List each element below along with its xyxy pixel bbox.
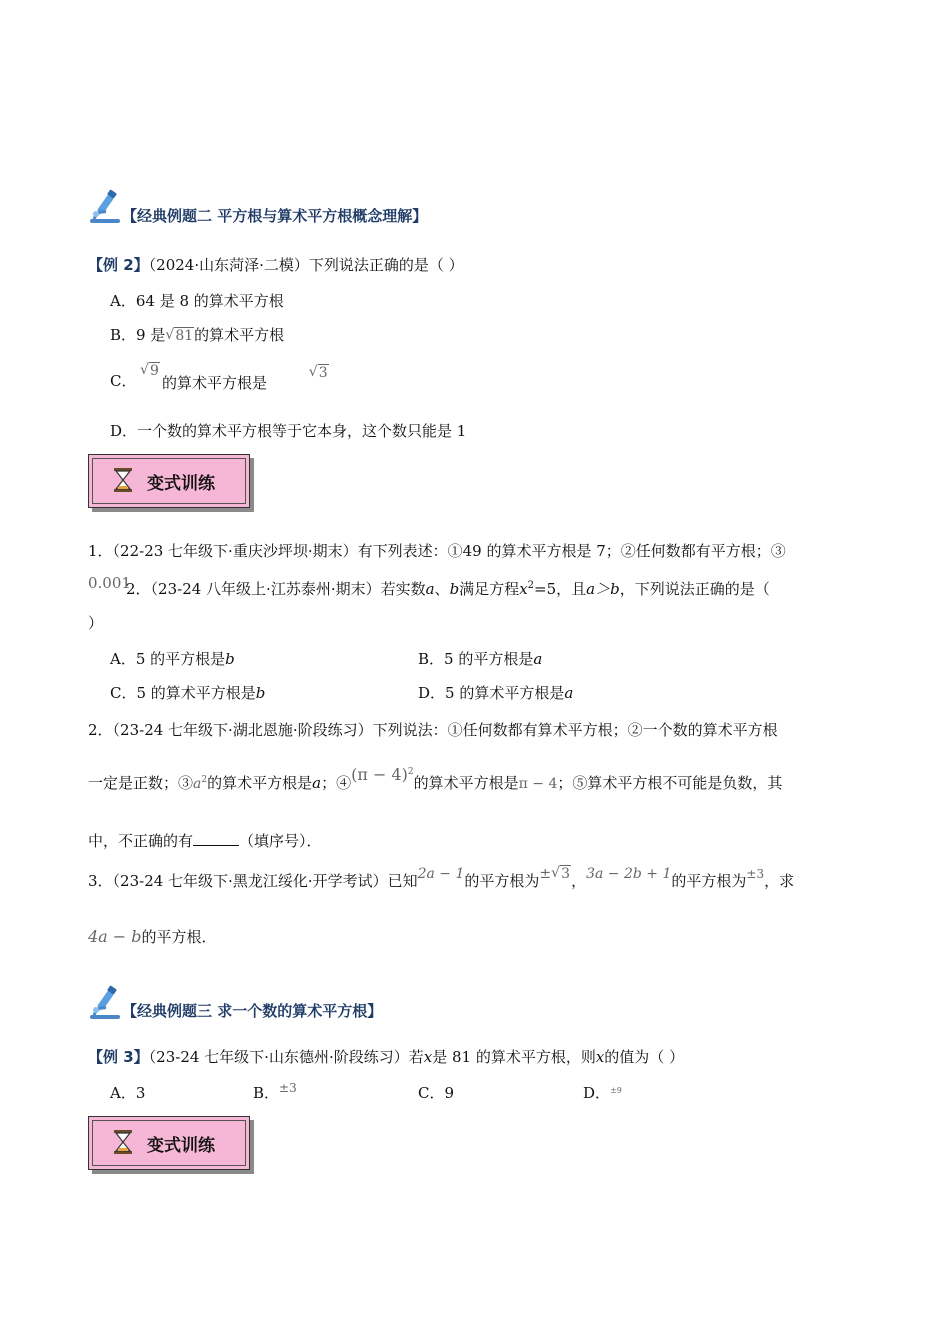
example-stem: （2024·山东菏泽·二模）下列说法正确的是（ ） (148, 256, 464, 274)
q2a-option-d: D．5 的算术平方根是a (418, 684, 574, 702)
section-title: 【经典例题二 平方根与算术平方根概念理解】 (122, 207, 428, 225)
option-a: A．64 是 8 的算术平方根 (110, 292, 284, 310)
option-c (110, 370, 136, 391)
practice-banner (88, 454, 250, 508)
example-label: 【例 2】 (88, 256, 149, 274)
example-3-stem: 【例 3】（23-24 七年级下·山东德州·阶段练习）若x是 81 的算术平方根，则x的值为（ ） (88, 1048, 685, 1066)
question-3-line1: 3．（23-24 七年级下·黑龙江绥化·开学考试）已知2a − 1的平方根为±√ 3，3a − 2b + 1的平方根为$^{\pm 3}$，求 (88, 870, 794, 891)
q2a-option-c: C．5 的算术平方根是b (110, 684, 266, 702)
option-b-prefix: B．9 是 (110, 326, 166, 344)
sqrt-81: √ 81 (165, 328, 194, 344)
hourglass-icon (113, 468, 133, 492)
question-2b-line2: 一定是正数；$③a^2$的算术平方根是a；④(π − 4)$^2$的算术平方根是π − 4；⑤算术平方根不可能是负数，其 (88, 765, 783, 792)
option-b-suffix: 的算术平方根 (194, 326, 285, 344)
example-2-stem (88, 254, 464, 275)
question-1: 1．（22-23 七年级下·重庆沙坪坝·期末）有下列表述：①49 的算术平方根是 7；②任何数都有平方根；③ (88, 542, 786, 560)
question-2b-line3: 中，不正确的有 （填序号）． (88, 832, 322, 850)
option-c-prefix: C． (110, 372, 137, 390)
ex3-option-b: B．$^{\pm 3}$ (253, 1081, 297, 1102)
section-title: 【经典例题三 求一个数的算术平方根】 (122, 1002, 383, 1020)
q2a-option-b: B．5 的平方根是a (418, 650, 543, 668)
question-2b-line1: 2．（23-24 七年级下·湖北恩施·阶段练习）下列说法：①任何数都有算术平方根；②一个数的算术平方根 (88, 721, 778, 739)
answer-blank (193, 845, 239, 846)
question-3-line2: 4a − b的平方根． (88, 927, 217, 946)
question-2a: 2．（23-24 八年级上·江苏泰州·期末）若实数a、b满足方程$x^2=5$，且a＞b，下列说法正确的是（ (126, 580, 770, 598)
overlap-number: 0.001 (88, 574, 131, 592)
banner-label: 变式训练 (147, 474, 215, 494)
ex3-option-c: C．9 (418, 1084, 455, 1102)
microscope-icon (86, 188, 124, 230)
sqrt-9: √ 9 (140, 363, 160, 379)
ex3-option-a: A．3 (110, 1084, 146, 1102)
option-d: D．一个数的算术平方根等于它本身，这个数只能是 1 (110, 422, 467, 440)
practice-banner (88, 1116, 250, 1170)
option-c-mid: 的算术平方根是 (162, 374, 268, 392)
sqrt-3: √ 3 (309, 365, 329, 381)
banner-label: 变式训练 (147, 1136, 215, 1156)
hourglass-icon (113, 1130, 133, 1154)
q2a-option-a: A．5 的平方根是b (110, 650, 235, 668)
question-2a-close: ） (88, 614, 104, 632)
ex3-option-d: D．$^{\pm 9}$ (583, 1084, 622, 1102)
option-b (110, 324, 284, 345)
microscope-icon (86, 984, 124, 1026)
